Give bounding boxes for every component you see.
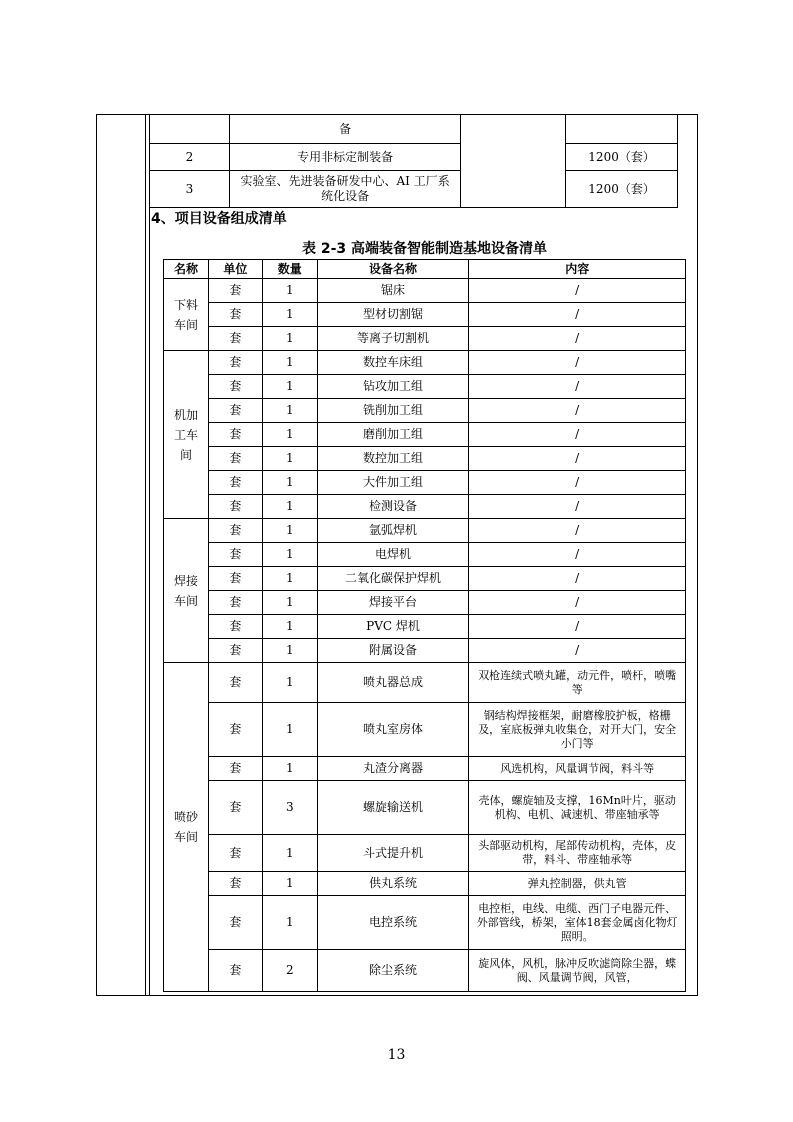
equipment-name: 等离子切割机	[317, 327, 469, 351]
unit-cell: 套	[208, 279, 262, 303]
qty-cell: 1	[262, 567, 317, 591]
row-number: 3	[150, 171, 230, 208]
equipment-name: 数控车床组	[317, 351, 469, 375]
table-row	[164, 423, 686, 447]
table-row	[164, 447, 686, 471]
content-cell: /	[469, 375, 686, 399]
content-cell: /	[469, 303, 686, 327]
equipment-name: 丸渣分离器	[317, 757, 469, 781]
qty-cell: 1	[262, 896, 317, 950]
qty-cell: 2	[262, 950, 317, 992]
unit-cell: 套	[208, 447, 262, 471]
unit-cell: 套	[208, 375, 262, 399]
table-row	[164, 351, 686, 375]
equipment-name: 钻攻加工组	[317, 375, 469, 399]
qty-cell: 1	[262, 423, 317, 447]
row-number: 2	[150, 144, 230, 171]
unit-cell: 套	[208, 639, 262, 663]
content-cell: /	[469, 279, 686, 303]
qty-cell: 1	[262, 303, 317, 327]
unit-cell: 套	[208, 519, 262, 543]
unit-cell: 套	[208, 495, 262, 519]
unit-cell: 套	[208, 327, 262, 351]
qty-cell: 1	[262, 543, 317, 567]
table-row	[150, 171, 678, 208]
content-cell: 旋风体，风机，脉冲反吹滤筒除尘器，蝶阀、风量调节阀，风管，	[469, 950, 686, 992]
equipment-name: 电焊机	[317, 543, 469, 567]
qty-cell: 1	[262, 399, 317, 423]
qty-cell: 1	[262, 663, 317, 703]
table-title: 表 2-3 高端装备智能制造基地设备清单	[301, 241, 548, 257]
qty-cell: 1	[262, 375, 317, 399]
unit-cell: 套	[208, 663, 262, 703]
table-row	[164, 375, 686, 399]
content-cell: /	[469, 519, 686, 543]
row-number	[150, 115, 230, 144]
table-row	[164, 703, 686, 757]
empty-cell	[461, 115, 566, 208]
header-equipment: 设备名称	[317, 260, 469, 279]
unit-cell: 套	[208, 757, 262, 781]
qty-cell: 1	[262, 835, 317, 872]
content-cell: 风选机构，风量调节阀，料斗等	[469, 757, 686, 781]
unit-cell: 套	[208, 567, 262, 591]
table-row	[164, 567, 686, 591]
qty-cell: 1	[262, 591, 317, 615]
unit-cell: 套	[208, 950, 262, 992]
content-cell: /	[469, 471, 686, 495]
content-cell: /	[469, 495, 686, 519]
table-row	[164, 663, 686, 703]
header-unit: 单位	[208, 260, 262, 279]
header-content: 内容	[469, 260, 686, 279]
workshop-name: 下料车间	[164, 279, 209, 351]
header-qty: 数量	[262, 260, 317, 279]
unit-cell: 套	[208, 543, 262, 567]
content-cell: /	[469, 327, 686, 351]
table-row	[164, 519, 686, 543]
capacity: 1200（套）	[566, 144, 678, 171]
unit-cell: 套	[208, 703, 262, 757]
content-cell: /	[469, 399, 686, 423]
unit-cell: 套	[208, 351, 262, 375]
content-cell: 钢结构焊接框架，耐磨橡胶护板，格栅及，室底板弹丸收集仓，对开大门，安全小门等	[469, 703, 686, 757]
table-row	[164, 896, 686, 950]
equipment-name: 检测设备	[317, 495, 469, 519]
table-row	[164, 327, 686, 351]
table-row	[164, 399, 686, 423]
equipment-name: 数控加工组	[317, 447, 469, 471]
qty-cell: 1	[262, 327, 317, 351]
qty-cell: 1	[262, 351, 317, 375]
equipment-name: 锯床	[317, 279, 469, 303]
content-cell: 弹丸控制器，供丸管	[469, 872, 686, 896]
equipment-body	[164, 279, 686, 992]
frame-divider-inner	[149, 114, 150, 996]
capacity: 1200（套）	[566, 171, 678, 208]
equipment-name: 电控系统	[317, 896, 469, 950]
content-cell: /	[469, 423, 686, 447]
equipment-name: 磨削加工组	[317, 423, 469, 447]
table-row	[164, 303, 686, 327]
header-row	[164, 260, 686, 279]
qty-cell: 1	[262, 495, 317, 519]
equipment-name: 供丸系统	[317, 872, 469, 896]
unit-cell: 套	[208, 615, 262, 639]
capacity	[566, 115, 678, 144]
unit-cell: 套	[208, 872, 262, 896]
product-name: 专用非标定制装备	[229, 144, 461, 171]
product-name: 实验室、先进装备研发中心、AI 工厂系统化设备	[229, 171, 461, 208]
qty-cell: 1	[262, 519, 317, 543]
equipment-name: 铣削加工组	[317, 399, 469, 423]
table-row	[164, 872, 686, 896]
qty-cell: 1	[262, 872, 317, 896]
table-row	[150, 144, 678, 171]
table-row	[150, 115, 678, 144]
table-row	[164, 591, 686, 615]
equipment-table	[163, 259, 686, 992]
unit-cell: 套	[208, 835, 262, 872]
content-cell: /	[469, 543, 686, 567]
unit-cell: 套	[208, 399, 262, 423]
equipment-name: 除尘系统	[317, 950, 469, 992]
content-cell: 电控柜，电线、电缆、西门子电器元件、外部管线，桥架，室体18套金属卤化物灯照明。	[469, 896, 686, 950]
table-row	[164, 757, 686, 781]
table-row	[164, 471, 686, 495]
equipment-name: 焊接平台	[317, 591, 469, 615]
qty-cell: 1	[262, 757, 317, 781]
product-table	[149, 114, 678, 208]
equipment-name: PVC 焊机	[317, 615, 469, 639]
content-cell: /	[469, 567, 686, 591]
unit-cell: 套	[208, 781, 262, 835]
content-cell: /	[469, 615, 686, 639]
header-name: 名称	[164, 260, 209, 279]
content-cell: /	[469, 591, 686, 615]
qty-cell: 1	[262, 639, 317, 663]
content-cell: 双枪连续式喷丸罐，动元件，喷杆，喷嘴等	[469, 663, 686, 703]
frame-divider	[145, 114, 146, 996]
unit-cell: 套	[208, 896, 262, 950]
qty-cell: 1	[262, 471, 317, 495]
equipment-name: 附属设备	[317, 639, 469, 663]
equipment-name: 大件加工组	[317, 471, 469, 495]
equipment-name: 斗式提升机	[317, 835, 469, 872]
content-cell: /	[469, 639, 686, 663]
unit-cell: 套	[208, 423, 262, 447]
section-heading: 4、项目设备组成清单	[151, 211, 287, 227]
unit-cell: 套	[208, 471, 262, 495]
table-row	[164, 279, 686, 303]
content-cell: 壳体，螺旋轴及支撑，16Mn叶片，驱动机构、电机、减速机、带座轴承等	[469, 781, 686, 835]
product-name: 备	[229, 115, 461, 144]
equipment-name: 型材切割锯	[317, 303, 469, 327]
equipment-name: 喷丸器总成	[317, 663, 469, 703]
table-row	[164, 495, 686, 519]
table-row	[164, 543, 686, 567]
table-row	[164, 639, 686, 663]
qty-cell: 1	[262, 279, 317, 303]
workshop-name: 喷砂车间	[164, 663, 209, 992]
equipment-name: 氩弧焊机	[317, 519, 469, 543]
page-number: 13	[387, 1047, 406, 1063]
unit-cell: 套	[208, 303, 262, 327]
table-row	[164, 781, 686, 835]
workshop-name: 机加工车间	[164, 351, 209, 519]
qty-cell: 1	[262, 615, 317, 639]
workshop-name: 焊接车间	[164, 519, 209, 663]
content-cell: /	[469, 447, 686, 471]
content-cell: 头部驱动机构，尾部传动机构，壳体，皮带，料斗、带座轴承等	[469, 835, 686, 872]
unit-cell: 套	[208, 591, 262, 615]
equipment-name: 二氧化碳保护焊机	[317, 567, 469, 591]
equipment-name: 螺旋输送机	[317, 781, 469, 835]
equipment-name: 喷丸室房体	[317, 703, 469, 757]
content-cell: /	[469, 351, 686, 375]
qty-cell: 1	[262, 703, 317, 757]
qty-cell: 1	[262, 447, 317, 471]
table-row	[164, 615, 686, 639]
table-row	[164, 835, 686, 872]
table-row	[164, 950, 686, 992]
qty-cell: 3	[262, 781, 317, 835]
